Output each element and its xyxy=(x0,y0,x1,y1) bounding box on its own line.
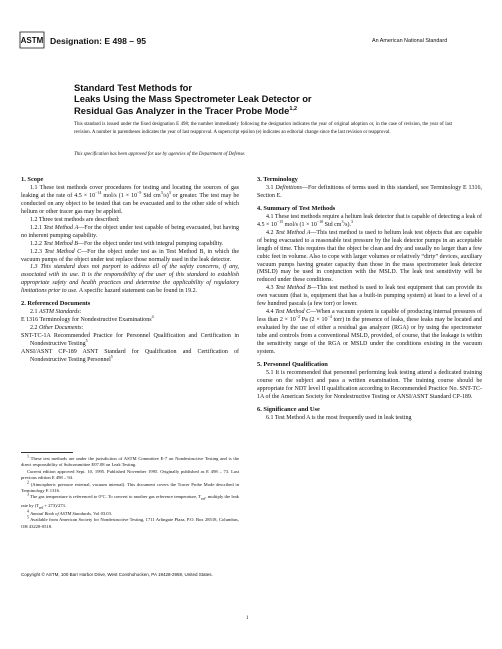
footnote-1-current-edition: Current edition approved Sept. 10, 1995. Published November 1995. Originally published as E 498 – 73. Last previous edition E 498 – 94. xyxy=(21,468,239,481)
paragraph-4-2: 4.2 Test Method A—This test method is used to helium leak test objects that are capable of being evacuated to a reasonable test pressure by the leak detector pumps in an acceptable length of time. This requires that the object be clean and dry and usually no larger than a few cubic feet in volume. Also to cope with larger volumes or relatively “dirty” devices, auxiliary vacuum pumps having greater capacity than those in the mass spectrometer leak detector (MSLD) may be used in conjunction with the MSLD. The leak test sensitivity will be reduced under these conditions. xyxy=(257,229,482,284)
right-column xyxy=(257,176,482,423)
title-line-3: Residual Gas Analyzer in the Tracer Probe Mode$^{1,2}$ xyxy=(74,104,298,116)
reference-snt-tc-1a: SNT-TC-1A Recommended Practice for Personnel Qualification and Certification in Nondestructive Testing$^5$ xyxy=(21,333,239,348)
footnote-1: $^1$ These test methods are under the jurisdiction of ASTM Committee E-7 on Nondestructive Testing and is the direct responsibility of Subcommittee E07.08 on Leak Testing. xyxy=(21,453,239,468)
designation: Designation: E 498 – 95 xyxy=(50,36,146,46)
copyright-notice: Copyright © ASTM, 100 Barr Harbor Drive, West Conshohocken, PA 19428-2959, United States. xyxy=(21,572,213,577)
svg-text:ASTM: ASTM xyxy=(20,36,44,45)
astm-logo xyxy=(19,31,45,49)
section-heading-personnel-qualification: 5. Personnel Qualification xyxy=(257,360,328,368)
footnote-4: $^4$ Annual Book of ASTM Standards, Vol 03.03. xyxy=(27,508,113,517)
paragraph-1-2-3: 1.2.3 Test Method C—For the object under test as in Test Method B, in which the vacuum pumps of the object under test replace those normally used in the leak detector. xyxy=(21,248,240,263)
left-column xyxy=(21,176,239,365)
title-line-1: Standard Test Methods for xyxy=(74,82,193,93)
section-heading-terminology: 3. Terminology xyxy=(257,176,298,183)
title-line-2: Leaks Using the Mass Spectrometer Leak Detector or xyxy=(74,93,312,105)
footnote-2: $^2$ (Atmospheric pressure external, vacuum internal). This document covers the Tracer Probe Mode described in Terminology E 1316. xyxy=(21,479,239,494)
document-title xyxy=(74,82,454,116)
paragraph-1-3: 1.3 This standard does not purport to address all of the safety concerns, if any, associated with its use. It is the responsibility of the user of this standard to establish appropriate safety and health practices and determine the applicability of regulatory limitations prior to use. A specific hazard statement can be found in 19.2. xyxy=(21,264,239,295)
paragraph-4-3: 4.3 Test Method B—This test method is used to leak test equipment that can provide its own vacuum (that is, equipment that has a built-in pumping system) at least to a level of a few hundred pascals (a few torr) or lower. xyxy=(257,285,483,308)
paragraph-2-1: 2.1 ASTM Standards: xyxy=(30,309,82,316)
reference-e1316: E 1316 Terminology for Nondestructive Examinations$^4$ xyxy=(21,314,154,324)
section-heading-scope: 1. Scope xyxy=(21,176,44,183)
section-heading-summary: 4. Summary of Test Methods xyxy=(257,204,336,212)
section-heading-referenced-documents: 2. Referenced Documents xyxy=(21,300,91,308)
footnote-3: $^3$ The gas temperature is referenced to 0°C. To convert to another gas reference temperature, $T_{ref}$, multiply the leak rate by $(T_{ref} + 273)/273$. xyxy=(21,491,239,510)
paragraph-1-1: 1.1 These test methods cover procedures for testing and locating the sources of gas leaking at the rate of $4.5 \times 10^{-14}$ mol/s ($1 \times 10^{-9}$ Std $cm^3/s)^3$ or greater. The test may be conducted on any object to be tested that can be evacuated and to the other side of which helium or other tracer gas may be applied. xyxy=(21,184,239,215)
national-standard-label: An American National Standard xyxy=(372,38,448,44)
reference-ansi-asnt-cp-189: ANSI/ASNT CP-189 ASNT Standard for Qualification and Certification of Nondestructive Testing Personnel$^5$ xyxy=(21,349,239,363)
footnotes xyxy=(21,453,239,530)
paragraph-6-1: 6.1 Test Method A is the most frequently used in leak testing xyxy=(266,414,412,421)
paragraph-4-4: 4.4 Test Method C—When a vacuum system is capable of producing internal pressures of less than $2 \times 10^{-2}$ Pa ($2 \times 10^{-4}$ torr) in the presence of leaks, these leaks may be located and evaluated by the use of either a residual gas analyzer (RGA) or by using the spectrometer tube and controls from a conventional MSLD, provided, of course, that the leakage is within the sensitivity range of the RGA or MSLD under the conditions existing in the vacuum system. xyxy=(257,309,483,356)
paragraph-1-2-1: 1.2.1 Test Method A—For the object under test capable of being evacuated, but having no inherent pumping capability. xyxy=(21,224,240,239)
paragraph-1-2-2: 1.2.2 Test Method B—For the object under test with integral pumping capability. xyxy=(30,240,224,247)
footnote-5: $^5$ Available from American Society for Nondestructive Testing, 1711 Arlingate Plaza, P.O. Box 28518, Columbus, OH 43228-0518. xyxy=(21,514,239,529)
paragraph-1-2: 1.2 Three test methods are described: xyxy=(30,216,120,223)
paragraph-4-1: 4.1 These test methods require a helium leak detector that is capable of detecting a leak of $4.5 \times 10^{-15}$ mol/s ($1 \times 10^{-10}$ Std $cm^3/s).^3$ xyxy=(257,213,482,228)
approved-note: This specification has been approved for use by agencies of the Department of Defense. xyxy=(74,152,246,157)
page-number: 1 xyxy=(246,615,249,621)
paragraph-3-1: 3.1 Definitions—For definitions of terms used in this standard, see Terminology E 1316, Section E. xyxy=(257,184,482,199)
section-heading-significance-and-use: 6. Significance and Use xyxy=(257,405,320,413)
paragraph-5-1: 5.1 It is recommended that personnel performing leak testing attend a dedicated training course on the subject and pass a written examination. The training course should be appropriate for NDT level II qualification according to Recommended Practice No. SNT-TC-1A of the American Society for Nondestructive Testing or ANSI/ASNT Standard CP-189. xyxy=(257,369,482,400)
issued-note: This standard is issued under the fixed designation E 498; the number immediately following the designation indicates the year of original adoption or, in the case of revision, the year of last revision. A number in parentheses indicates the year of last reapproval. A superscript epsilon (e) indicates an editorial change since the last revision or reapproval. xyxy=(74,122,452,135)
paragraph-2-2: 2.2 Other Documents: xyxy=(30,325,84,332)
